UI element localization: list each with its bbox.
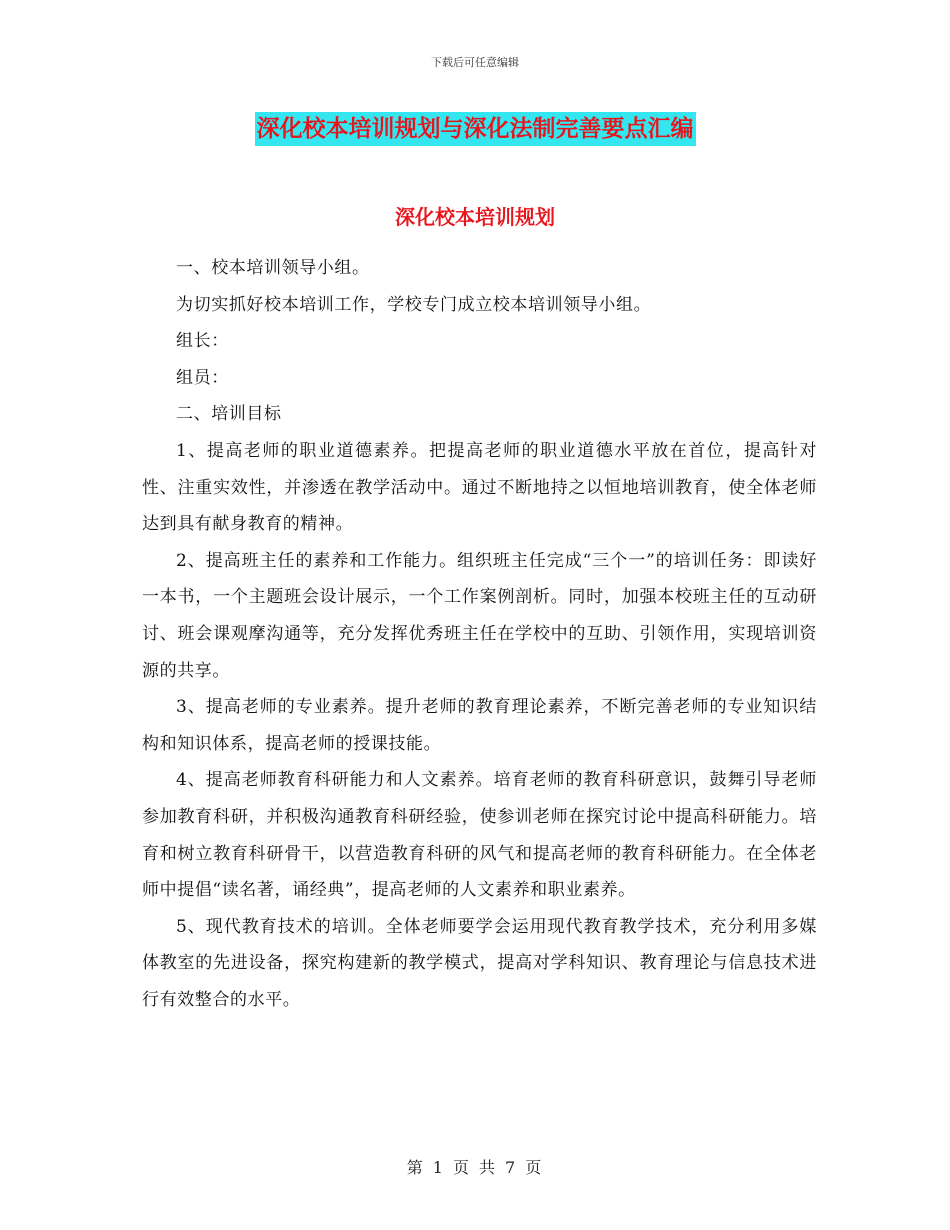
section-title: 深化校本培训规划 [395,205,555,229]
footer-label-page: 第 [406,1158,425,1177]
header-note: 下载后可任意编辑 [431,56,519,69]
body-text [142,250,817,1018]
footer-label-unit: 页 [452,1158,471,1177]
paragraph: 二、培训目标 [176,404,282,425]
page-footer [0,1155,950,1178]
paragraph: 为切实抓好校本培训工作，学校专门成立校本培训领导小组。 [176,294,652,315]
paragraph: 1、提高老师的职业道德素养。把提高老师的职业道德水平放在首位，提高针对性、注重实效性，并渗透在教学活动中。通过不断地持之以恒地培训教育，使全体老师达到具有献身教育的精神。 [142,440,817,535]
footer-label-unit2: 页 [525,1158,544,1177]
paragraph: 一、校本培训领导小组。 [176,258,370,278]
paragraph: 组员： [176,367,229,388]
footer-current-page: 1 [432,1158,445,1177]
paragraph: 3、提高老师的专业素养。提升老师的教育理论素养，不断完善老师的专业知识结构和知识体系，提高老师的授课技能。 [142,697,817,754]
paragraph: 2、提高班主任的素养和工作能力。组织班主任完成“三个一”的培训任务：即读好一本书，一个主题班会设计展示，一个工作案例剖析。同时，加强本校班主任的互动研讨、班会课观摩沟通等，充分发挥优秀班主任在学校中的互助、引领作用，实现培训资源的共享。 [142,550,817,681]
footer-total-pages: 7 [505,1158,518,1177]
doc-title-container [0,112,950,146]
paragraph: 4、提高老师教育科研能力和人文素养。培育老师的教育科研意识，鼓舞引导老师参加教育科研，并积极沟通教育科研经验，使参训老师在探究讨论中提高科研能力。培育和树立教育科研骨干，以营造教育科研的风气和提高老师的教育科研能力。在全体老师中提倡“读名著，诵经典”，提高老师的人文素养和职业素养。 [142,770,817,901]
paragraph: 5、现代教育技术的培训。全体老师要学会运用现代教育教学技术，充分利用多媒体教室的先进设备，探究构建新的教学模式，提高对学科知识、教育理论与信息技术进行有效整合的水平。 [142,916,817,1010]
paragraph: 组长： [176,331,229,352]
doc-title: 深化校本培训规划与深化法制完善要点汇编 [255,112,696,146]
footer-label-total: 共 [479,1158,498,1177]
